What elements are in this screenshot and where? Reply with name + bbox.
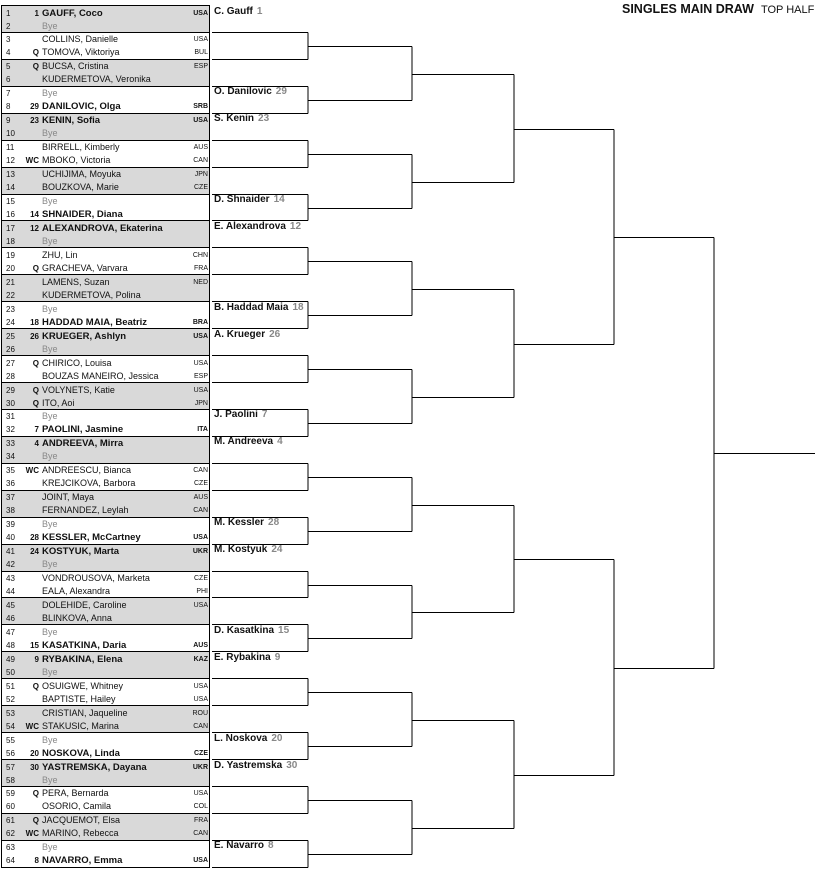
draw-position: 47 [6, 627, 15, 637]
country-code: USA [193, 601, 208, 609]
player-name: BAPTISTE, Hailey [42, 693, 116, 704]
draw-position: 45 [6, 600, 15, 610]
draw-position: 42 [6, 560, 15, 570]
draw-position: 34 [6, 452, 15, 462]
player-name: Bye [42, 20, 58, 31]
country-code: CAN [193, 722, 208, 730]
draw-position: 26 [6, 344, 15, 354]
player-name: LAMENS, Suzan [42, 276, 110, 287]
country-code: BRA [192, 318, 208, 326]
player-name: GAUFF, Coco [42, 7, 103, 19]
draw-position: 22 [6, 290, 15, 300]
player-name: SHNAIDER, Diana [42, 209, 123, 220]
draw-position: 3 [6, 35, 11, 45]
draw-position: 13 [6, 170, 15, 180]
country-code: UKR [192, 763, 208, 771]
country-code: USA [193, 695, 208, 703]
advanced-player-seed: 30 [286, 759, 298, 771]
advanced-player-name: D. Kasatkina [214, 624, 275, 636]
advanced-player-seed: 14 [273, 194, 285, 205]
draw-position: 44 [6, 587, 15, 597]
draw-position: 8 [6, 102, 11, 112]
player-name: PAOLINI, Jasmine [42, 424, 124, 436]
player-name: BUCSA, Cristina [42, 61, 109, 72]
seed-label: WC [25, 721, 39, 731]
draw-position: 6 [6, 75, 11, 85]
advanced-player-name: E. Rybakina [214, 651, 271, 663]
draw-position: 2 [6, 21, 11, 31]
country-code: ESP [193, 372, 208, 380]
seed-label: 24 [30, 547, 39, 557]
player-name: COLLINS, Danielle [42, 34, 119, 45]
seed-label: 4 [34, 439, 39, 449]
player-name: KASATKINA, Daria [42, 639, 127, 651]
player-name: ANDREESCU, Bianca [42, 465, 132, 476]
advanced-player-name: B. Haddad Maia [214, 301, 289, 313]
draw-position: 63 [6, 843, 15, 853]
draw-position: 49 [6, 654, 15, 664]
seed-label: 15 [30, 640, 39, 650]
seed-label: Q [32, 62, 39, 72]
advanced-player-name: E. Alexandrova [214, 220, 286, 232]
advanced-player-seed: 12 [289, 220, 302, 232]
player-name: ZHU, Lin [42, 249, 78, 260]
draw-position: 1 [6, 8, 11, 18]
draw-position: 58 [6, 775, 15, 785]
advanced-player-seed: 23 [258, 113, 270, 125]
player-name: BIRRELL, Kimberly [42, 142, 120, 153]
seed-label: WC [25, 466, 39, 476]
draw-position: 46 [6, 613, 15, 623]
player-name: EALA, Alexandra [42, 586, 111, 597]
advanced-player-name: E. Navarro [214, 840, 265, 852]
player-name: STAKUSIC, Marina [42, 720, 119, 731]
seed-label: 23 [30, 116, 39, 126]
draw-title: SINGLES MAIN DRAW [622, 2, 754, 16]
country-code: CHN [192, 251, 208, 259]
advanced-player-name: S. Kenin [214, 113, 255, 125]
player-name: UCHIJIMA, Moyuka [42, 169, 122, 180]
player-name: MARINO, Rebecca [42, 828, 119, 839]
draw-position: 24 [6, 317, 15, 327]
advanced-player-seed: 7 [261, 409, 268, 421]
advanced-player-seed: 26 [269, 328, 281, 340]
seed-label: 29 [30, 102, 39, 112]
advanced-player-seed: 1 [256, 5, 263, 17]
player-name: Bye [42, 519, 58, 530]
advanced-player-name: M. Andreeva [214, 436, 274, 448]
country-code: ESP [193, 63, 208, 71]
player-name: DANILOVIC, Olga [42, 101, 121, 113]
player-name: Bye [42, 88, 58, 99]
seed-label: 18 [30, 317, 39, 327]
country-code: USA [193, 359, 208, 367]
player-name: Bye [42, 666, 58, 677]
seed-label: Q [32, 385, 39, 395]
seed-label: 7 [34, 425, 39, 435]
draw-position: 38 [6, 506, 15, 516]
advanced-player-seed: 29 [275, 86, 287, 98]
country-code: BUL [194, 49, 208, 57]
seed-label: WC [25, 156, 39, 166]
country-code: CZE [194, 749, 208, 757]
player-name: Bye [42, 303, 58, 314]
seed-label: WC [25, 829, 39, 839]
country-code: ITA [197, 426, 208, 434]
draw-position: 30 [6, 398, 15, 408]
country-code: CZE [194, 184, 208, 192]
seed-label: 8 [34, 856, 39, 866]
draw-position: 64 [6, 856, 15, 866]
seed-label: 28 [30, 533, 39, 543]
player-name: Bye [42, 774, 58, 785]
country-code: SRB [193, 103, 208, 111]
draw-position: 20 [6, 263, 15, 273]
seed-label: Q [32, 358, 39, 368]
player-name: DOLEHIDE, Caroline [42, 599, 127, 610]
country-code: CZE [194, 575, 208, 583]
country-code: USA [193, 682, 208, 690]
draw-position: 56 [6, 748, 15, 758]
draw-position: 52 [6, 694, 15, 704]
country-code: COL [193, 803, 208, 811]
player-name: PERA, Bernarda [42, 788, 109, 799]
country-code: KAZ [193, 655, 208, 663]
player-name: Bye [42, 734, 58, 745]
player-name: GRACHEVA, Varvara [42, 262, 128, 273]
draw-position: 16 [6, 210, 15, 219]
draw-position: 39 [6, 520, 15, 530]
country-code: AUS [193, 641, 208, 649]
advanced-player-seed: 24 [271, 544, 283, 556]
advanced-player-name: M. Kostyuk [214, 544, 268, 556]
country-code: USA [193, 9, 208, 17]
draw-position: 25 [6, 331, 15, 341]
country-code: AUS [193, 144, 208, 152]
seed-label: 20 [30, 748, 39, 758]
country-code: AUS [193, 494, 208, 502]
draw-position: 57 [6, 762, 15, 772]
advanced-player-name: C. Gauff [214, 5, 253, 17]
player-name: Bye [42, 196, 58, 206]
draw-position: 59 [6, 789, 15, 799]
draw-position: 19 [6, 250, 15, 260]
draw-position: 18 [6, 236, 15, 246]
country-code: CAN [193, 467, 208, 475]
country-code: JPN [194, 171, 208, 179]
draw-position: 41 [6, 547, 15, 557]
player-name: Bye [42, 626, 58, 637]
seed-label: 9 [34, 654, 39, 664]
country-code: FRA [194, 264, 208, 272]
draw-position: 55 [6, 735, 15, 745]
player-name: ITO, Aoi [42, 397, 75, 408]
country-code: USA [193, 36, 208, 44]
player-name: FERNANDEZ, Leylah [42, 505, 129, 516]
player-name: CRISTIAN, Jaqueline [42, 707, 128, 718]
draw-position: 29 [6, 385, 15, 395]
seed-label: 26 [30, 331, 39, 341]
advanced-player-seed: 15 [278, 624, 290, 636]
country-code: USA [193, 332, 208, 340]
seed-label: Q [32, 263, 39, 273]
advanced-player-seed: 4 [277, 436, 283, 448]
draw-position: 23 [6, 304, 15, 314]
player-name: JOINT, Maya [42, 492, 95, 503]
draw-position: 61 [6, 816, 15, 826]
draw-position: 43 [6, 574, 15, 584]
draw-position: 17 [6, 223, 15, 233]
draw-position: 37 [6, 493, 15, 503]
seed-label: 12 [30, 223, 39, 233]
seed-label: Q [32, 48, 39, 58]
country-code: NED [193, 278, 208, 286]
player-name: NOSKOVA, Linda [42, 747, 120, 759]
draw-position: 5 [6, 62, 11, 72]
draw-subtitle: TOP HALF [760, 4, 815, 16]
seed-label: 1 [34, 8, 39, 18]
player-name: Bye [42, 343, 58, 354]
draw-position: 15 [6, 197, 15, 206]
country-code: ROU [192, 709, 208, 717]
draw-position: 32 [6, 425, 15, 435]
seed-label: Q [32, 398, 39, 408]
player-name: KRUEGER, Ashlyn [42, 330, 127, 342]
player-name: Bye [42, 411, 58, 422]
draw-position: 36 [6, 479, 15, 489]
player-name: CHIRICO, Louisa [42, 357, 112, 368]
country-code: FRA [194, 817, 208, 825]
draw-position: 12 [6, 156, 15, 166]
seed-label: Q [32, 681, 39, 691]
advanced-player-seed: 20 [271, 732, 283, 744]
player-name: KREJCIKOVA, Barbora [42, 478, 136, 489]
draw-position: 7 [6, 89, 11, 99]
draw-position: 10 [6, 129, 15, 139]
player-name: BLINKOVA, Anna [42, 612, 112, 623]
draw-position: 50 [6, 667, 15, 677]
advanced-player-seed: 9 [274, 651, 281, 663]
country-code: PHI [196, 588, 208, 596]
seed-label: 30 [30, 762, 39, 772]
advanced-player-seed: 8 [268, 840, 274, 852]
draw-position: 33 [6, 439, 15, 449]
player-name: TOMOVA, Viktoriya [42, 47, 120, 58]
country-code: USA [193, 790, 208, 798]
player-name: BOUZAS MANEIRO, Jessica [42, 370, 159, 381]
player-name: JACQUEMOT, Elsa [42, 815, 121, 826]
country-code: USA [193, 534, 208, 542]
player-name: VOLYNETS, Katie [42, 384, 115, 395]
draw-position: 4 [6, 48, 11, 58]
player-name: Bye [42, 559, 58, 570]
draw-position: 60 [6, 802, 15, 812]
draw-position: 51 [6, 681, 15, 691]
draw-position: 14 [6, 183, 15, 193]
player-name: OSORIO, Camila [42, 801, 112, 812]
player-name: Bye [42, 235, 58, 246]
player-name: Bye [42, 842, 58, 853]
country-code: UKR [192, 548, 208, 556]
seed-label: Q [32, 816, 39, 826]
player-name: OSUIGWE, Whitney [42, 680, 124, 691]
advanced-player-seed: 28 [268, 517, 280, 529]
country-code: CAN [193, 507, 208, 515]
player-name: RYBAKINA, Elena [42, 653, 123, 665]
country-code: CAN [193, 157, 208, 165]
player-name: KENIN, Sofia [42, 115, 101, 127]
advanced-player-name: L. Noskova [214, 732, 268, 744]
draw-position: 9 [6, 116, 11, 126]
player-name: BOUZKOVA, Marie [42, 182, 119, 193]
draw-position: 11 [6, 143, 15, 153]
draw-position: 54 [6, 721, 15, 731]
player-name: NAVARRO, Emma [42, 855, 123, 867]
player-name: HADDAD MAIA, Beatriz [42, 316, 148, 328]
country-code: USA [193, 386, 208, 394]
advanced-player-name: J. Paolini [214, 409, 258, 421]
advanced-player-name: A. Krueger [214, 328, 266, 340]
advanced-player-seed: 18 [292, 301, 304, 313]
player-name: Bye [42, 128, 58, 139]
draw-position: 40 [6, 533, 15, 543]
advanced-player-name: D. Yastremska [214, 759, 283, 771]
player-name: MBOKO, Victoria [42, 155, 111, 166]
seed-label: 14 [30, 210, 39, 219]
country-code: CZE [194, 480, 208, 488]
country-code: JPN [194, 399, 208, 407]
advanced-player-name: O. Danilovic [214, 86, 272, 98]
player-name: VONDROUSOVA, Marketa [42, 573, 150, 584]
player-name: KESSLER, McCartney [42, 532, 141, 544]
draw-position: 28 [6, 371, 15, 381]
player-name: KUDERMETOVA, Veronika [42, 74, 151, 85]
player-name: ALEXANDROVA, Ekaterina [42, 222, 163, 234]
advanced-player-name: D. Shnaider [214, 194, 270, 205]
player-name: YASTREMSKA, Dayana [42, 761, 147, 773]
player-name: KOSTYUK, Marta [42, 546, 120, 558]
seed-label: Q [32, 789, 39, 799]
country-code: USA [193, 117, 208, 125]
draw-position: 31 [6, 412, 15, 422]
draw-position: 21 [6, 277, 15, 287]
draw-position: 62 [6, 829, 15, 839]
player-name: KUDERMETOVA, Polina [42, 289, 141, 300]
draw-position: 53 [6, 708, 15, 718]
advanced-player-name: M. Kessler [214, 517, 265, 529]
country-code: USA [193, 857, 208, 865]
draw-position: 27 [6, 358, 15, 368]
player-name: ANDREEVA, Mirra [42, 438, 124, 450]
draw-position: 48 [6, 640, 15, 650]
country-code: CAN [193, 830, 208, 838]
draw-position: 35 [6, 466, 15, 476]
player-name: Bye [42, 451, 58, 462]
